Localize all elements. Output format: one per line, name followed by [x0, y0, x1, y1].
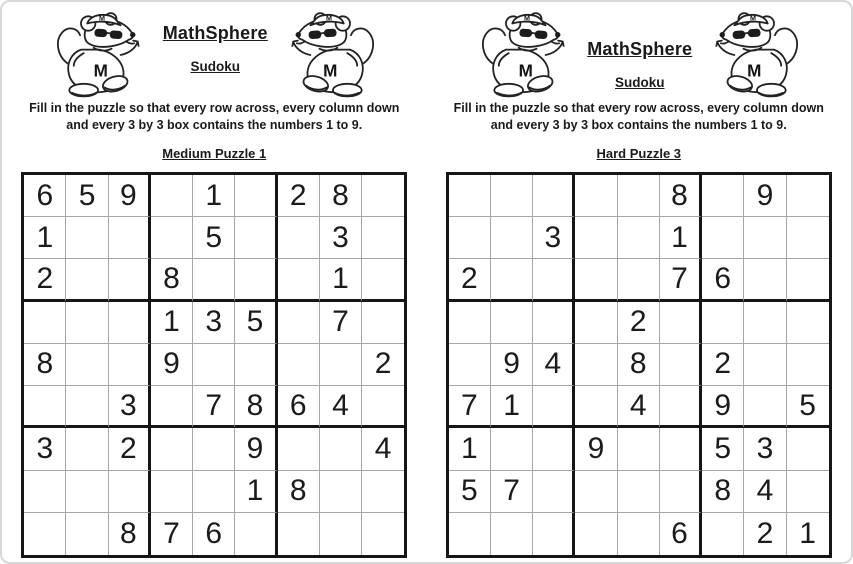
sudoku-cell [235, 513, 277, 555]
sudoku-cell: 6 [24, 175, 66, 217]
sudoku-cell: 1 [151, 302, 193, 344]
sudoku-cell: 2 [744, 513, 786, 555]
worksheet-subtitle: Sudoku [615, 75, 665, 90]
sudoku-cell [575, 259, 617, 301]
sudoku-cell [66, 428, 108, 470]
sudoku-cell [787, 217, 829, 259]
sudoku-cell [575, 175, 617, 217]
sudoku-cell: 8 [702, 471, 744, 513]
sudoku-grid [21, 172, 407, 558]
mascot-shirt-letter: M [518, 61, 533, 81]
sudoku-cell [744, 217, 786, 259]
sudoku-cell: 8 [24, 344, 66, 386]
sudoku-cell [787, 175, 829, 217]
sudoku-cell: 8 [109, 513, 151, 555]
sudoku-cell: 4 [744, 471, 786, 513]
title-block [569, 11, 712, 90]
sudoku-cell: 2 [24, 259, 66, 301]
puzzle-panel-left [2, 2, 427, 562]
sudoku-cell: 3 [744, 428, 786, 470]
sudoku-cell: 1 [449, 428, 491, 470]
sudoku-cell [449, 217, 491, 259]
sudoku-cell: 4 [320, 386, 362, 428]
sudoku-cell: 1 [660, 217, 702, 259]
sudoku-cell [533, 428, 575, 470]
sudoku-cell [533, 386, 575, 428]
sudoku-cell: 1 [320, 259, 362, 301]
sudoku-cell [109, 217, 151, 259]
sudoku-cell [109, 344, 151, 386]
sudoku-cell: 1 [235, 471, 277, 513]
sudoku-cell [320, 471, 362, 513]
sudoku-cell: 9 [109, 175, 151, 217]
sudoku-cell: 9 [744, 175, 786, 217]
sudoku-cell [491, 259, 533, 301]
sudoku-cell [702, 217, 744, 259]
sudoku-cell: 2 [362, 344, 404, 386]
sudoku-cell [660, 386, 702, 428]
sudoku-cell [278, 428, 320, 470]
sudoku-cell [744, 344, 786, 386]
sudoku-cell [24, 471, 66, 513]
sudoku-cell [575, 471, 617, 513]
sudoku-cell [533, 471, 575, 513]
panel-header [427, 7, 852, 99]
sudoku-cell [235, 259, 277, 301]
sudoku-cell: 8 [278, 471, 320, 513]
sudoku-cell [109, 471, 151, 513]
sudoku-cell [66, 471, 108, 513]
sudoku-cell [278, 259, 320, 301]
mouse-mascot-icon [711, 11, 801, 99]
sudoku-cell: 8 [320, 175, 362, 217]
puzzle-title: Medium Puzzle 1 [162, 146, 267, 161]
sudoku-cell: 5 [66, 175, 108, 217]
sudoku-cell [362, 217, 404, 259]
sudoku-cell: 8 [151, 259, 193, 301]
sudoku-cell [787, 302, 829, 344]
sudoku-cell: 7 [491, 471, 533, 513]
sudoku-cell: 8 [660, 175, 702, 217]
sudoku-cell: 5 [787, 386, 829, 428]
sudoku-cell [533, 513, 575, 555]
sudoku-cell [491, 217, 533, 259]
sudoku-cell: 3 [193, 302, 235, 344]
sudoku-cell [320, 344, 362, 386]
sudoku-cell [533, 175, 575, 217]
sudoku-cell [618, 259, 660, 301]
sudoku-cell [278, 302, 320, 344]
sudoku-cell: 1 [193, 175, 235, 217]
sudoku-cell [235, 175, 277, 217]
sudoku-cell [575, 344, 617, 386]
sudoku-cell [66, 386, 108, 428]
mascot-shirt-letter: M [747, 61, 762, 81]
sudoku-cell [362, 471, 404, 513]
mascot-shirt-letter: M [93, 61, 108, 81]
sudoku-cell [320, 428, 362, 470]
sudoku-cell [618, 428, 660, 470]
sudoku-cell [491, 428, 533, 470]
sudoku-cell [24, 386, 66, 428]
sudoku-cell: 7 [449, 386, 491, 428]
sudoku-cell [787, 344, 829, 386]
sudoku-cell [575, 513, 617, 555]
sudoku-cell [787, 259, 829, 301]
sudoku-cell [618, 175, 660, 217]
sudoku-cell [66, 344, 108, 386]
sudoku-cell [660, 302, 702, 344]
mouse-mascot-icon [479, 11, 569, 99]
sudoku-cell: 9 [151, 344, 193, 386]
sudoku-cell: 9 [702, 386, 744, 428]
sudoku-cell [24, 302, 66, 344]
sudoku-cell [362, 386, 404, 428]
sudoku-cell [193, 259, 235, 301]
sudoku-cell: 7 [660, 259, 702, 301]
sudoku-cell: 2 [449, 259, 491, 301]
sudoku-cell: 8 [618, 344, 660, 386]
sudoku-cell [66, 513, 108, 555]
instructions-line2: and every 3 by 3 box contains the numbers 1 to 9. [66, 117, 363, 132]
sudoku-cell: 3 [24, 428, 66, 470]
sudoku-cell [278, 217, 320, 259]
brand-title: MathSphere [587, 39, 693, 59]
sudoku-cell [66, 217, 108, 259]
sudoku-cell: 1 [799, 516, 816, 550]
sudoku-cell: 1 [491, 386, 533, 428]
title-block [144, 11, 287, 74]
mascot-cap-letter: M [523, 13, 530, 23]
instructions-line1: Fill in the puzzle so that every row across, every column down [29, 101, 400, 115]
sudoku-cell: 5 [235, 302, 277, 344]
mascot-cap-letter: M [750, 13, 756, 23]
sudoku-cell [362, 175, 404, 217]
instructions-line2: and every 3 by 3 box contains the numbers 1 to 9. [490, 117, 787, 132]
sudoku-cell [320, 513, 362, 555]
sudoku-cell [660, 471, 702, 513]
sudoku-cell: 6 [702, 259, 744, 301]
sudoku-cell [449, 344, 491, 386]
sudoku-cell: 7 [151, 513, 193, 555]
panel-header [2, 7, 427, 99]
mouse-mascot-icon [54, 11, 144, 99]
sudoku-cell: 6 [660, 513, 702, 555]
sudoku-cell: 5 [449, 471, 491, 513]
sudoku-cell [362, 513, 404, 555]
sudoku-cell [491, 302, 533, 344]
sudoku-cell [787, 428, 829, 470]
sudoku-cell [151, 386, 193, 428]
sudoku-cell: 2 [618, 302, 660, 344]
sudoku-cell [109, 302, 151, 344]
sudoku-cell [491, 175, 533, 217]
sudoku-cell [151, 471, 193, 513]
sudoku-cell [151, 428, 193, 470]
sudoku-cell: 3 [533, 217, 575, 259]
sudoku-cell: 4 [618, 386, 660, 428]
sudoku-cell [491, 513, 533, 555]
sudoku-cell [744, 259, 786, 301]
sudoku-cell [193, 471, 235, 513]
sudoku-cell [533, 302, 575, 344]
sudoku-cell [109, 259, 151, 301]
sudoku-cell: 9 [491, 344, 533, 386]
sudoku-cell [618, 513, 660, 555]
sudoku-cell: 7 [193, 386, 235, 428]
sudoku-cell [702, 513, 744, 555]
puzzle-title: Hard Puzzle 3 [596, 146, 682, 161]
sudoku-cell [449, 175, 491, 217]
sudoku-cell: 3 [109, 386, 151, 428]
sudoku-cell [702, 175, 744, 217]
sudoku-cell [193, 344, 235, 386]
sudoku-cell [278, 344, 320, 386]
sudoku-cell [533, 259, 575, 301]
sudoku-cell [702, 302, 744, 344]
sudoku-cell [618, 217, 660, 259]
brand-title: MathSphere [162, 23, 268, 43]
mascot-shirt-letter: M [322, 61, 337, 81]
instructions [2, 100, 427, 133]
sudoku-cell [660, 344, 702, 386]
sudoku-cell: 7 [320, 302, 362, 344]
sudoku-cell: 2 [278, 175, 320, 217]
sudoku-cell [575, 302, 617, 344]
sudoku-cell: 9 [575, 428, 617, 470]
sudoku-cell: 4 [362, 428, 404, 470]
sudoku-grid [446, 172, 832, 558]
sudoku-cell [24, 513, 66, 555]
sudoku-cell: 1 [24, 217, 66, 259]
sudoku-cell [362, 259, 404, 301]
sudoku-cell [235, 217, 277, 259]
sudoku-cell: 3 [320, 217, 362, 259]
sudoku-cell [66, 259, 108, 301]
mascot-cap-letter: M [325, 13, 332, 23]
sudoku-cell [449, 513, 491, 555]
sudoku-cell [151, 175, 193, 217]
sudoku-cell [278, 513, 320, 555]
sudoku-cell [575, 386, 617, 428]
sudoku-cell [744, 386, 786, 428]
puzzle-panel-right [427, 2, 852, 562]
sudoku-cell [575, 217, 617, 259]
mouse-mascot-icon [287, 11, 377, 99]
sudoku-cell: 5 [702, 428, 744, 470]
sudoku-cell [744, 302, 786, 344]
instructions-line1: Fill in the puzzle so that every row across, every column down [453, 101, 824, 115]
sudoku-cell: 6 [278, 386, 320, 428]
sudoku-cell: 2 [702, 344, 744, 386]
worksheet-subtitle: Sudoku [190, 59, 240, 74]
sudoku-cell [193, 428, 235, 470]
sudoku-cell: 2 [109, 428, 151, 470]
sudoku-cell [235, 344, 277, 386]
sudoku-cell [618, 471, 660, 513]
sudoku-cell: 4 [533, 344, 575, 386]
sudoku-cell [151, 217, 193, 259]
sudoku-cell: 6 [193, 513, 235, 555]
sudoku-cell: 9 [235, 428, 277, 470]
instructions [427, 100, 852, 133]
sudoku-cell [362, 302, 404, 344]
sudoku-cell [449, 302, 491, 344]
sudoku-cell [660, 428, 702, 470]
sudoku-cell [66, 302, 108, 344]
sudoku-cell: 5 [193, 217, 235, 259]
mascot-cap-letter: M [99, 13, 105, 23]
sudoku-cell: 8 [235, 386, 277, 428]
sudoku-cell [787, 471, 829, 513]
